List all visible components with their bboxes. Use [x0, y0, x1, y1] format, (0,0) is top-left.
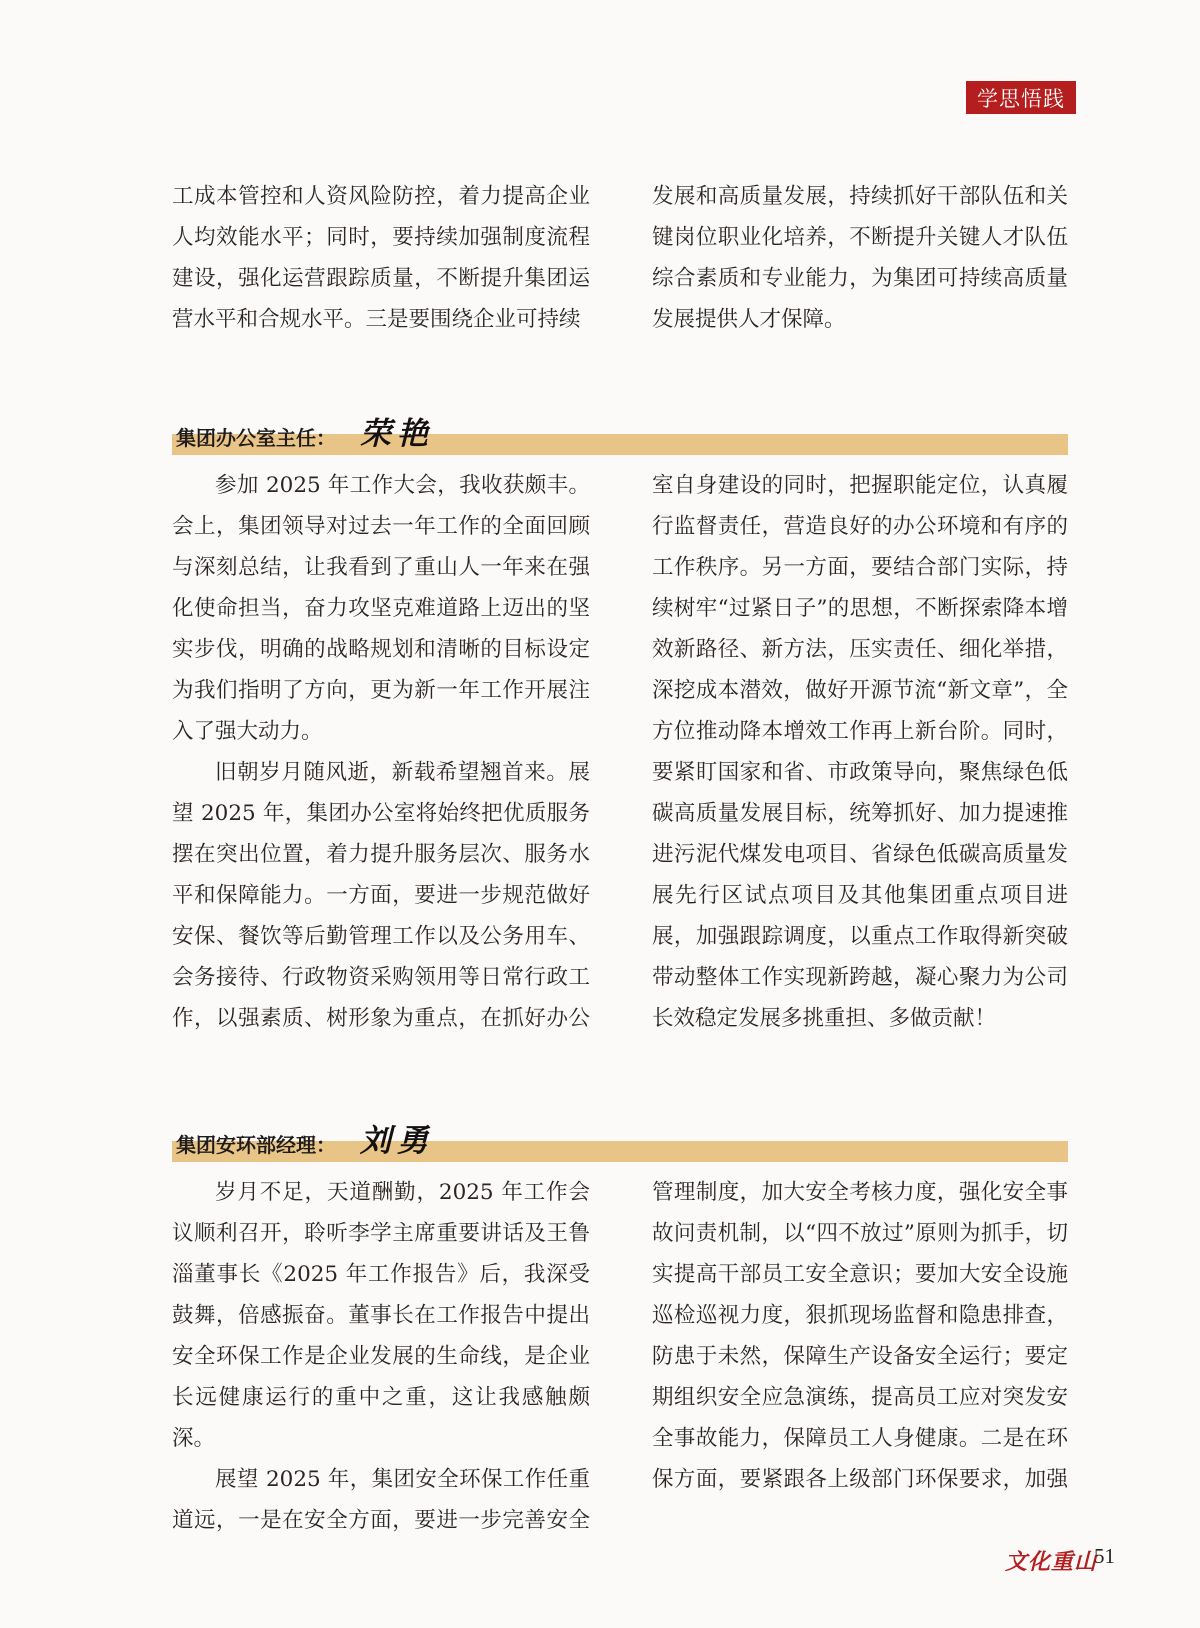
section1-left-column	[172, 176, 590, 340]
paragraph: 展望 2025 年，集团安全环保工作任重道远，一是在安全方面，要进一步完善安全	[172, 1467, 590, 1533]
section3-left-column	[172, 1172, 590, 1541]
section3-heading	[172, 1118, 1068, 1164]
section2-heading	[172, 411, 1068, 457]
paragraph: 发展和高质量发展，持续抓好干部队伍和关键岗位职业化培养，不断提升关键人才队伍综合素质和专业能力，为集团可持续高质量发展提供人才保障。	[652, 184, 1068, 332]
section3-right-column	[652, 1172, 1068, 1500]
heading-role: 集团安环部经理：	[176, 1133, 336, 1157]
section1-right-column	[652, 176, 1068, 340]
paragraph: 参加 2025 年工作大会，我收获颇丰。会上，集团领导对过去一年工作的全面回顾与深刻总结，让我看到了重山人一年来在强化使命担当，奋力攻坚克难道路上迈出的坚实步伐，明确的战略规划和清晰的目标设定为我们指明了方向，更为新一年工作开展注入了强大动力。	[172, 473, 590, 744]
heading-name: 荣艳	[360, 416, 434, 452]
page-number: 51	[1094, 1544, 1115, 1568]
paragraph: 管理制度，加大安全考核力度，强化安全事故问责机制，以“四不放过”原则为抓手，切实提高干部员工安全意识；要加大安全设施巡检巡视力度，狠抓现场监督和隐患排查，防患于未然，保障生产设备安全运行；要定期组织安全应急演练，提高员工应对突发安全事故能力，保障员工人身健康。二是在环保方面，要紧跟各上级部门环保要求，加强	[652, 1180, 1068, 1492]
section2-left-column	[172, 465, 590, 1039]
paragraph: 岁月不足，天道酬勤，2025 年工作会议顺利召开，聆听李学主席重要讲话及王鲁淄董事长《2025 年工作报告》后，我深受鼓舞，倍感振奋。董事长在工作报告中提出安全环保工作是企业发展的生命线，是企业长远健康运行的重中之重，这让我感触颇深。	[172, 1180, 590, 1451]
section2-right-column	[652, 465, 1068, 1039]
paragraph: 旧朝岁月随风逝，新载希望翘首来。展望 2025 年，集团办公室将始终把优质服务摆在突出位置，着力提升服务层次、服务水平和保障能力。一方面，要进一步规范做好安保、餐饮等后勤管理工作以及公务用车、会务接待、行政物资采购领用等日常行政工作，以强素质、树形象为重点，在抓好办公	[172, 760, 590, 1031]
magazine-logo: 文化重山	[1005, 1549, 1098, 1575]
section-tag: 学思悟践	[966, 81, 1076, 114]
paragraph: 工成本管控和人资风险防控，着力提高企业人均效能水平；同时，要持续加强制度流程建设，强化运营跟踪质量，不断提升集团运营水平和合规水平。三是要围绕企业可持续	[172, 184, 590, 332]
paragraph: 室自身建设的同时，把握职能定位，认真履行监督责任，营造良好的办公环境和有序的工作秩序。另一方面，要结合部门实际，持续树牢“过紧日子”的思想，不断探索降本增效新路径、新方法，压实责任、细化举措，深挖成本潜效，做好开源节流“新文章”，全方位推动降本增效工作再上新台阶。同时，要紧盯国家和省、市政策导向，聚焦绿色低碳高质量发展目标，统筹抓好、加力提速推进污泥代煤发电项目、省绿色低碳高质量发展先行区试点项目及其他集团重点项目进展，加强跟踪调度，以重点工作取得新突破带动整体工作实现新跨越，凝心聚力为公司长效稳定发展多挑重担、多做贡献！	[652, 473, 1068, 1031]
heading-name: 刘勇	[360, 1123, 434, 1159]
heading-role: 集团办公室主任：	[176, 426, 336, 450]
